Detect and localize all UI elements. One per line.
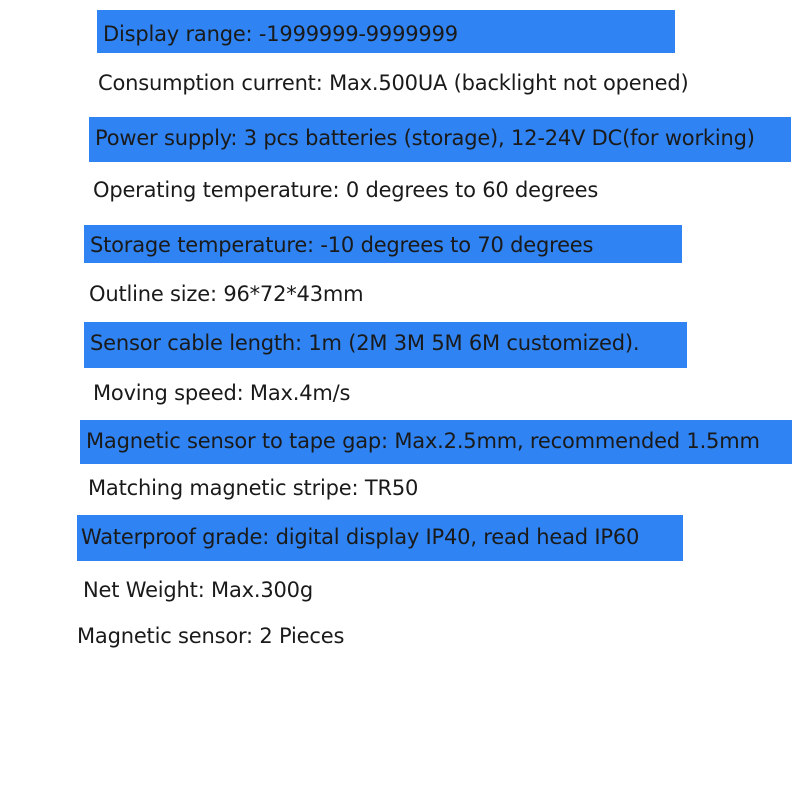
spec-sensor-tape-gap bbox=[80, 420, 792, 464]
spec-storage-temperature bbox=[84, 225, 682, 263]
spec-sensor-tape-gap-text: Magnetic sensor to tape gap: Max.2.5mm, recommended 1.5mm bbox=[86, 429, 760, 453]
spec-sensor-cable-length bbox=[84, 322, 687, 368]
spec-magnetic-sensor-text: Magnetic sensor: 2 Pieces bbox=[77, 624, 345, 648]
spec-display-range-text: Display range: -1999999-9999999 bbox=[103, 22, 458, 46]
spec-moving-speed-text: Moving speed: Max.4m/s bbox=[93, 381, 351, 405]
spec-net-weight-text: Net Weight: Max.300g bbox=[83, 578, 313, 602]
spec-magnetic-stripe-text: Matching magnetic stripe: TR50 bbox=[88, 476, 419, 500]
spec-moving-speed bbox=[93, 381, 350, 405]
spec-sensor-cable-length-text: Sensor cable length: 1m (2M 3M 5M 6M customized). bbox=[90, 331, 640, 355]
spec-outline-size bbox=[89, 282, 363, 306]
spec-operating-temperature bbox=[93, 178, 598, 202]
spec-outline-size-text: Outline size: 96*72*43mm bbox=[89, 282, 364, 306]
spec-net-weight bbox=[83, 578, 313, 602]
spec-consumption-current bbox=[98, 71, 688, 95]
spec-operating-temperature-text: Operating temperature: 0 degrees to 60 degrees bbox=[93, 178, 599, 202]
spec-waterproof-grade-text: Waterproof grade: digital display IP40, read head IP60 bbox=[81, 525, 640, 549]
spec-display-range bbox=[97, 10, 675, 53]
spec-power-supply-text: Power supply: 3 pcs batteries (storage), 12-24V DC(for working) bbox=[95, 126, 755, 150]
spec-storage-temperature-text: Storage temperature: -10 degrees to 70 degrees bbox=[90, 233, 594, 257]
spec-waterproof-grade bbox=[77, 515, 683, 561]
spec-magnetic-sensor bbox=[77, 624, 344, 648]
spec-power-supply bbox=[89, 117, 791, 162]
spec-magnetic-stripe bbox=[88, 476, 418, 500]
spec-consumption-current-text: Consumption current: Max.500UA (backlight not opened) bbox=[98, 71, 689, 95]
